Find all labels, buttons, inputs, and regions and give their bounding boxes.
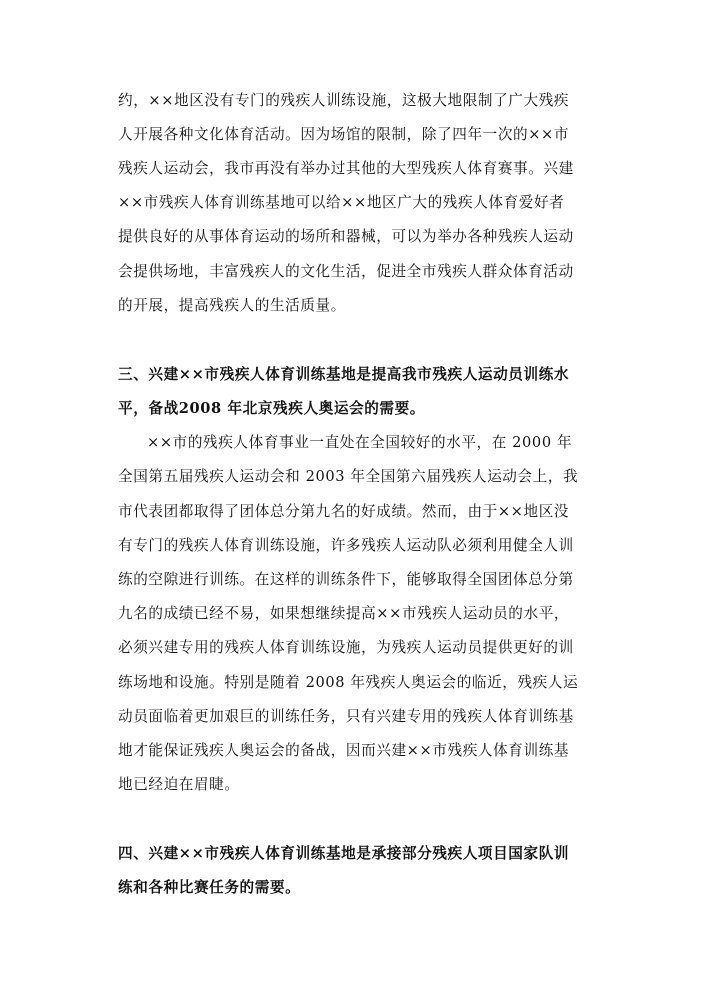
paragraph-1-line: 约，××地区没有专门的残疾人训练设施，这极大地限制了广大残疾 <box>118 92 570 109</box>
section-3-heading-line: 三、兴建××市残疾人体育训练基地是提高我市残疾人运动员训练水 <box>118 366 570 383</box>
paragraph-2-line: 地才能保证残疾人奥运会的备战，因而兴建××市残疾人体育训练基 <box>118 742 570 759</box>
paragraph-1-line: 提供良好的从事体育运动的场所和器械，可以为举办各种残疾人运动 <box>118 228 574 245</box>
paragraph-2-line: 地已经迫在眉睫。 <box>118 776 240 793</box>
paragraph-2-line: 必须兴建专用的残疾人体育训练设施，为残疾人运动员提供更好的训 <box>118 639 574 656</box>
paragraph-2-line: 练的空隙进行训练。在这样的训练条件下，能够取得全国团体总分第 <box>118 571 574 588</box>
paragraph-2-line: 全国第五届残疾人运动会和 2003 年全国第六届残疾人运动会上，我 <box>118 468 579 485</box>
paragraph-2-line: 市代表团都取得了团体总分第九名的好成绩。然而，由于××地区没 <box>118 503 570 520</box>
paragraph-1-line: 人开展各种文化体育活动。因为场馆的限制，除了四年一次的××市 <box>118 126 570 143</box>
paragraph-1-line: 残疾人运动会，我市再没有举办过其他的大型残疾人体育赛事。兴建 <box>118 160 574 177</box>
paragraph-2-line: 练场地和设施。特别是随着 2008 年残疾人奥运会的临近，残疾人运 <box>118 674 579 691</box>
paragraph-2-line: 动员面临着更加艰巨的训练任务，只有兴建专用的残疾人体育训练基 <box>118 708 574 725</box>
paragraph-1-line: 的开展，提高残疾人的生活质量。 <box>118 297 346 314</box>
paragraph-2-line: ××市的残疾人体育事业一直处在全国较好的水平，在 2000 年 <box>147 434 573 451</box>
section-4-heading-line: 练和各种比赛任务的需要。 <box>118 879 301 896</box>
paragraph-1-line: 会提供场地，丰富残疾人的文化生活，促进全市残疾人群众体育活动 <box>118 263 574 280</box>
paragraph-2-line: 九名的成绩已经不易，如果想继续提高××市残疾人运动员的水平， <box>118 605 570 622</box>
section-3-heading-line: 平，备战2008 年北京残疾人奥运会的需要。 <box>118 400 425 417</box>
paragraph-2-line: 有专门的残疾人体育训练设施，许多残疾人运动队必须利用健全人训 <box>118 537 574 554</box>
section-4-heading-line: 四、兴建××市残疾人体育训练基地是承接部分残疾人项目国家队训 <box>118 845 570 862</box>
paragraph-1-line: ××市残疾人体育训练基地可以给××地区广大的残疾人体育爱好者 <box>118 194 565 211</box>
